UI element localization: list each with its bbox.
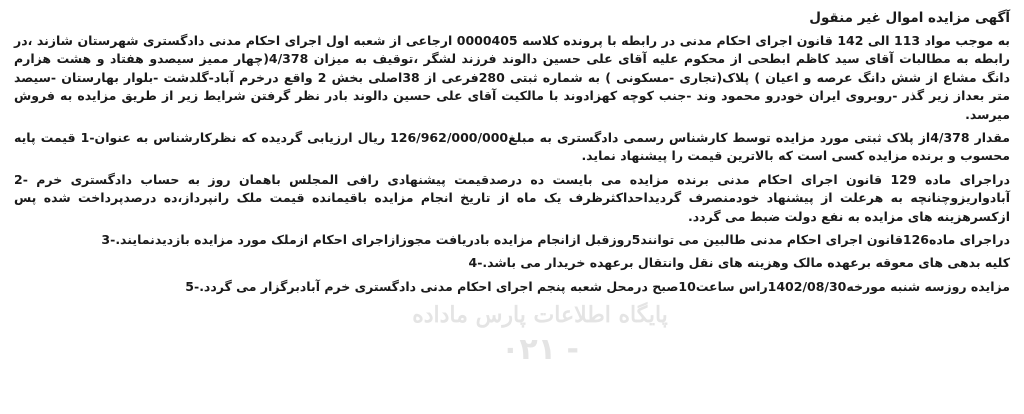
notice-title: آگهی مزایده اموال غیر منقول [809,10,1010,26]
notice-paragraph-intro: به موجب مواد 113 الی 142 قانون اجرای احکام مدنی در رابطه با پرونده کلاسه 0000405 ارجاعی از شعبه اول اجرای احکام مدنی دادگستری شهرستان شازند ،در رابطه به مطالبات آقای سید کاظم ابطحی از محکوم علیه آقای علی حسین دالوند فرزند لشگر ،توقیف به میزان 4/378(چهار ممیز سیصدو هفتاد و هشت هزارم دانگ مشاع از شش دانگ عرصه و اعیان ) پلاک(تجاری -مسکونی ) به شماره ثبتی 280فرعی از 38اصلی بخش 2 واقع درخرم آباد-گلدشت -بلوار بهارستان -سیصد متر بعداز زیر گذر -روبروی ایران خودرو محمود وند -جنب کوچه کهزادوند با مالکیت آقای علی حسین دالوند بادر نظر گرفتن شرایط زیر از طریق مزایده به فروش میرسد. [14,33,1010,122]
watermark-text: پایگاه اطلاعات پارس ماداده [412,302,668,328]
notice-paragraph-4: کلیه بدهی های معوقه برعهده مالک وهزینه های نقل وانتقال برعهده خریدار می باشد.-4 [468,255,1010,271]
notice-paragraph-5: مزایده روزسه شنبه مورخه1402/08/30راس ساعت10صبح درمحل شعبه پنجم اجرای احکام مدنی دادگستری خرم آبادبرگزار می گردد.-5 [185,278,1010,294]
notice-paragraph-3: دراجرای ماده126قانون اجرای احکام مدنی طالبین می توانند5روزقبل ازانجام مزایده بادریافت مجوزازاجرای احکام ازملک مورد مزایده بازدیدنمایند.-3 [101,232,1010,248]
notice-paragraph-2: دراجرای ماده 129 قانون اجرای احکام مدنی برنده مزایده می بایست ده درصدقیمت پیشنهادی رافی المجلس باهمان روز به حساب دادگستری خرم -2 آبادواریزوچنانچه به هرعلت از پیشنهاد خودمنصرف گردیداحداکثرظرف یک ماه از تاریخ انجام مزایده باقیمانده قیمت ملک رانپرداز،ده درصدپرداخت شده پس ازکسرهزینه های مزایده به نفع دولت ضبط می گردد. [14,171,1010,224]
notice-paragraph-1: مقدار 4/378از پلاک ثبتی مورد مزایده توسط کارشناس رسمی دادگستری به مبلغ126/962/000/000 ریال ارزیابی گردیده که نظرکارشناس به عنوان-1 قیمت پایه محسوب و برنده مزایده کسی است که بالاترین قیمت را پیشنهاد نماید. [14,130,1011,164]
watermark-phone: ۰۲۱ - [501,332,579,367]
